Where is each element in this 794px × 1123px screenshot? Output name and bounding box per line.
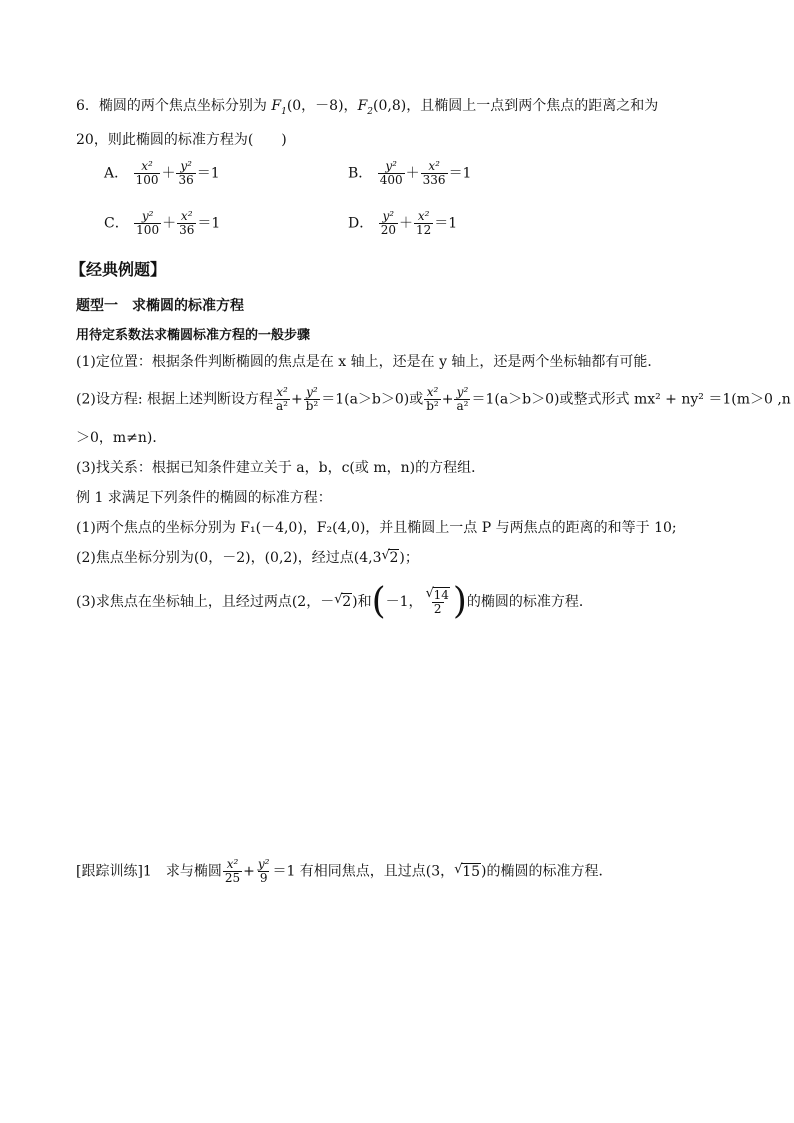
frac: $\frac{\text{x²}}{25}$ [224, 857, 241, 885]
frac: √ $\frac{14}{2}$ [424, 589, 452, 616]
option-d[interactable]: D． $\frac{\text{y²}}{20}$ ＋ $\frac{\text{x²}}{12}$ ＝1 [348, 209, 458, 237]
frac: $\frac{\text{y²}}{\text{a²}}$ [456, 385, 469, 413]
frac: $\frac{\text{y²}}{36}$ [178, 159, 194, 187]
left-paren: ( [371, 581, 386, 622]
type1-title: 题型一 求椭圆的标准方程 [76, 298, 244, 314]
option-c[interactable]: C． $\frac{\text{y²}}{100}$ ＋ $\frac{\text{x²}}{36}$ ＝1 [104, 209, 221, 237]
frac: $\frac{\text{y²}}{\text{b²}}$ [305, 385, 319, 413]
step1: (1)定位置：根据条件判断椭圆的焦点是在 x 轴上，还是在 y 轴上，还是两个坐标轴都有可能． [76, 354, 662, 370]
example1-part1: (1)两个焦点的坐标分别为 F₁(－4,0)，F₂(4,0)，并且椭圆上一点 P 与两焦点的距离的和等于 10; [76, 520, 677, 536]
right-paren: ) [452, 581, 467, 622]
frac: $\frac{\text{y²}}{20}$ [380, 209, 396, 237]
frac: $\frac{\text{x²}}{100}$ [135, 159, 159, 187]
followup-line: [跟踪训练]1 求与椭圆 $\frac{\text{x²}}{25}$ + $\frac{\text{y²}}{9}$ ＝1 有相同焦点，且过点(3，√ 15)的椭圆的标准方程． [76, 858, 612, 885]
steps-title: 用待定系数法求椭圆标准方程的一般步骤 [76, 328, 311, 343]
example1-title: 例 1 求满足下列条件的椭圆的标准方程： [76, 490, 332, 506]
frac: $\frac{\text{x²}}{336}$ [422, 159, 446, 187]
sqrt: √ 15 [454, 862, 481, 882]
q6-line2: 20，则此椭圆的标准方程为( ) [76, 132, 287, 148]
q6-line1: 6．椭圆的两个焦点坐标分别为 $F_1(0$，－8)，$F_2(0,8)$，且椭圆上一点到两个焦点的距离之和为 [76, 98, 659, 117]
section-title: 【经典例题】 [70, 260, 167, 279]
option-b[interactable]: B． $\frac{\text{y²}}{400}$ ＋ $\frac{\text{x²}}{336}$ ＝1 [348, 159, 472, 187]
frac: $\frac{\text{y²}}{9}$ [257, 857, 270, 885]
step3: (3)找关系：根据已知条件建立关于 a，b，c(或 m，n)的方程组． [76, 460, 486, 476]
sqrt: √ 2 [381, 548, 399, 568]
sqrt: √ 2 [334, 592, 352, 612]
step2-line1: (2)设方程: 根据上述判断设方程 $\frac{\text{x²}}{\text{a²}}$ + $\frac{\text{y²}}{\text{b²}}$ ＝1(a＞b＞0)或 $\frac{\text{x²}}{\text{b²}}$ + $\frac{\text{y²}}{\text{a²}}$ ＝1(a＞b＞0)或整式形式 mx² + ny² ＝1(m＞0 ,n [76, 385, 791, 413]
option-a[interactable]: A． $\frac{\text{x²}}{100}$ ＋ $\frac{\text{y²}}{36}$ ＝1 [104, 159, 220, 187]
frac: $\frac{\text{x²}}{\text{b²}}$ [426, 385, 439, 413]
frac: $\frac{\text{y²}}{400}$ [379, 159, 403, 187]
f1-symbol: $F_1$ [271, 98, 287, 117]
frac: $\frac{\text{x²}}{36}$ [179, 209, 195, 237]
f2-symbol: $F_2$ [357, 98, 374, 117]
sqrt: √ 14 [426, 589, 450, 602]
example1-part3: (3)求焦点在坐标轴上，且经过两点(2，－√ 2)和(－1， √ $\frac{14}{2}$ )的椭圆的标准方程． [76, 584, 593, 620]
frac: $\frac{\text{y²}}{100}$ [136, 209, 160, 237]
step2-line2: ＞0，m≠n)． [76, 430, 167, 446]
frac: $\frac{\text{x²}}{12}$ [415, 209, 432, 237]
example1-part2: (2)焦点坐标分别为(0，－2)，(0,2)，经过点(4,3√ 2)； [76, 548, 419, 568]
frac: $\frac{\text{x²}}{\text{a²}}$ [276, 385, 288, 413]
